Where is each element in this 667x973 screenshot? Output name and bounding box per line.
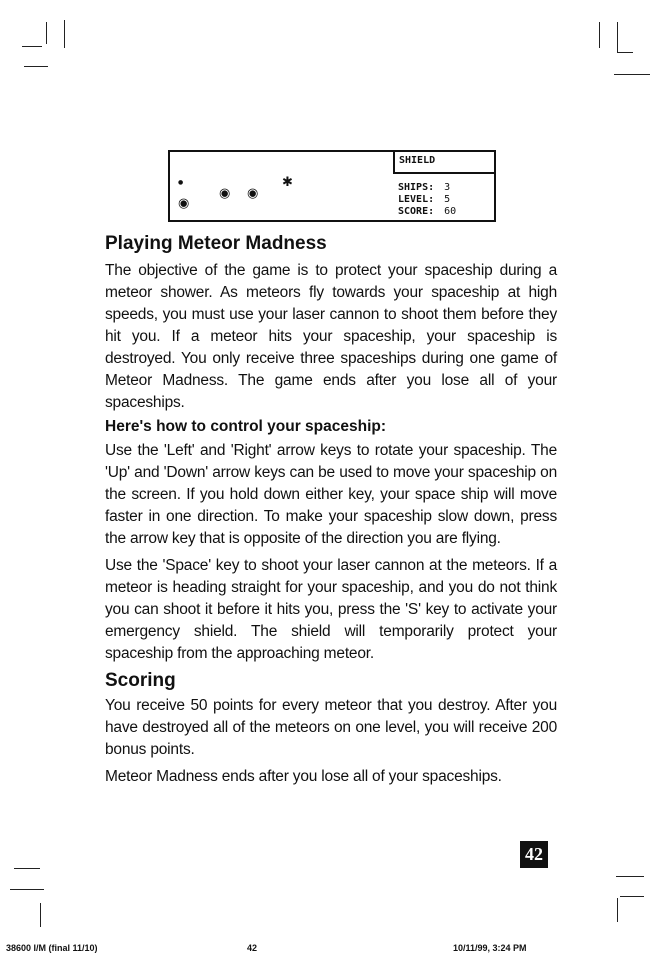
crop-mark [46,22,47,44]
controls-paragraph-movement: Use the 'Left' and 'Right' arrow keys to rotate your spaceship. The 'Up' and 'Down' arrow keys can be used to move your spaceship on the screen. If you hold down either key, your space ship will move faster in one direction. To make your spaceship slow down, press the arrow key that is opposite of the direction you are flying. [105,442,557,547]
crop-mark [617,22,618,52]
scoring-paragraph-end: Meteor Madness ends after you lose all of your spaceships. [105,768,502,785]
ships-value: 3 [444,182,451,193]
spaceship-icon: ✱ [282,175,293,190]
crop-mark [22,46,42,47]
crop-mark [14,868,40,869]
section-heading-controls: Here's how to control your spaceship: [105,418,387,435]
crop-mark [614,74,650,75]
crop-mark [599,22,600,48]
ships-label: SHIPS: [398,182,435,193]
meteor-icon: ◉ [247,186,259,201]
section-heading-scoring: Scoring [105,670,176,691]
game-stats [398,182,456,218]
ships-stat [398,182,456,194]
manual-content [105,232,557,788]
crop-mark [24,66,48,67]
crop-mark [616,876,644,877]
footer-left: 38600 I/M (final 11/10) [6,943,98,953]
scoring-paragraph: You receive 50 points for every meteor that you destroy. After you have destroyed all of the meteors on one level, you will receive 200 bonus points. [105,697,557,758]
laser-shot-icon: ● [178,179,184,186]
score-label: SCORE: [398,206,435,217]
crop-mark [40,903,41,927]
shield-indicator [393,150,496,174]
meteor-icon: ◉ [219,186,231,201]
shield-label: SHIELD [399,155,436,166]
score-value: 60 [444,206,457,217]
footer-center: 42 [247,943,258,953]
game-screenshot [168,150,496,222]
crop-mark [64,20,65,48]
level-label: LEVEL: [398,194,435,205]
crop-mark [617,898,618,922]
playing-paragraph: The objective of the game is to protect your spaceship during a meteor shower. As meteors fly towards your spaceship at high speeds, you must use your laser cannon to shoot them before they hit you. If a meteor hits your spaceship, your spaceship is destroyed. You only receive three spaceships during one game of Meteor Madness. The game ends after you lose all of your spaceships. [105,262,557,411]
score-stat [398,206,456,218]
crop-mark [620,896,644,897]
crop-mark [10,889,44,890]
crop-mark [617,52,633,53]
section-heading-playing: Playing Meteor Madness [105,233,327,254]
level-stat [398,194,456,206]
footer-right: 10/11/99, 3:24 PM [453,943,527,953]
page-number-badge: 42 [520,841,548,868]
level-value: 5 [444,194,451,205]
meteor-icon: ◉ [178,196,190,211]
controls-paragraph-shooting: Use the 'Space' key to shoot your laser cannon at the meteors. If a meteor is heading straight for your spaceship, and you do not think you can shoot it before it hits you, press the 'S' key to activate your emergency shield. The shield will temporarily protect your spaceship from the approaching meteor. [105,557,557,662]
